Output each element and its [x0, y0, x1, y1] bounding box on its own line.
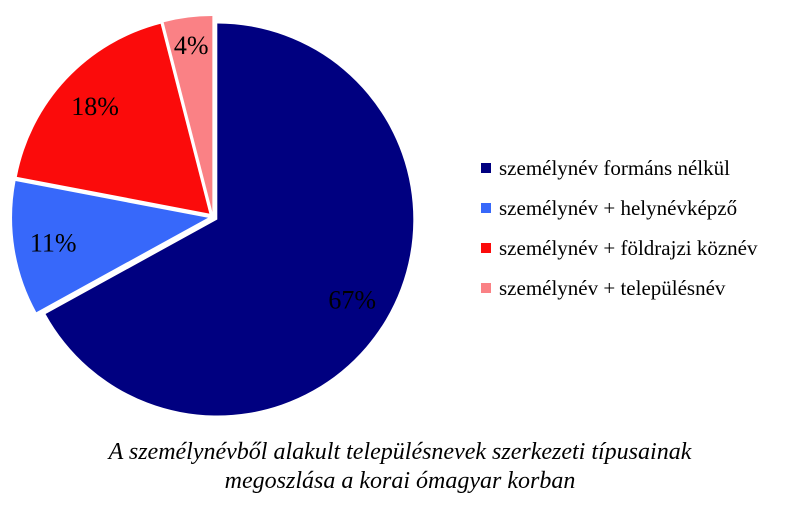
legend-item: [481, 268, 758, 308]
caption-line-2: megoszlása a korai ómagyar korban: [224, 468, 576, 494]
pie-slice-percentage-label: 4%: [173, 30, 209, 60]
legend-item: [481, 148, 758, 188]
pie-slice-percentage-label: 67%: [328, 285, 377, 315]
legend-item-label: személynév + helynévképző: [499, 195, 738, 220]
legend-swatch-icon: [481, 203, 491, 213]
legend-item: [481, 188, 758, 228]
pie-chart-figure: [0, 0, 440, 440]
chart-legend: [481, 148, 758, 308]
legend-item-label: személynév + földrajzi köznév: [499, 235, 758, 260]
legend-item-label: személynév formáns nélkül: [499, 155, 730, 180]
legend-swatch-icon: [481, 283, 491, 293]
legend-item: [481, 228, 758, 268]
figure-caption: [0, 438, 800, 496]
legend-swatch-icon: [481, 243, 491, 253]
pie-slice-percentage-label: 11%: [29, 228, 77, 258]
pie-slice-percentage-label: 18%: [71, 92, 119, 122]
legend-swatch-icon: [481, 163, 491, 173]
caption-line-1: A személynévből alakult településnevek szerkezeti típusainak: [108, 439, 692, 465]
pie-chart: [0, 0, 440, 440]
legend-item-label: személynév + településnév: [499, 275, 726, 300]
